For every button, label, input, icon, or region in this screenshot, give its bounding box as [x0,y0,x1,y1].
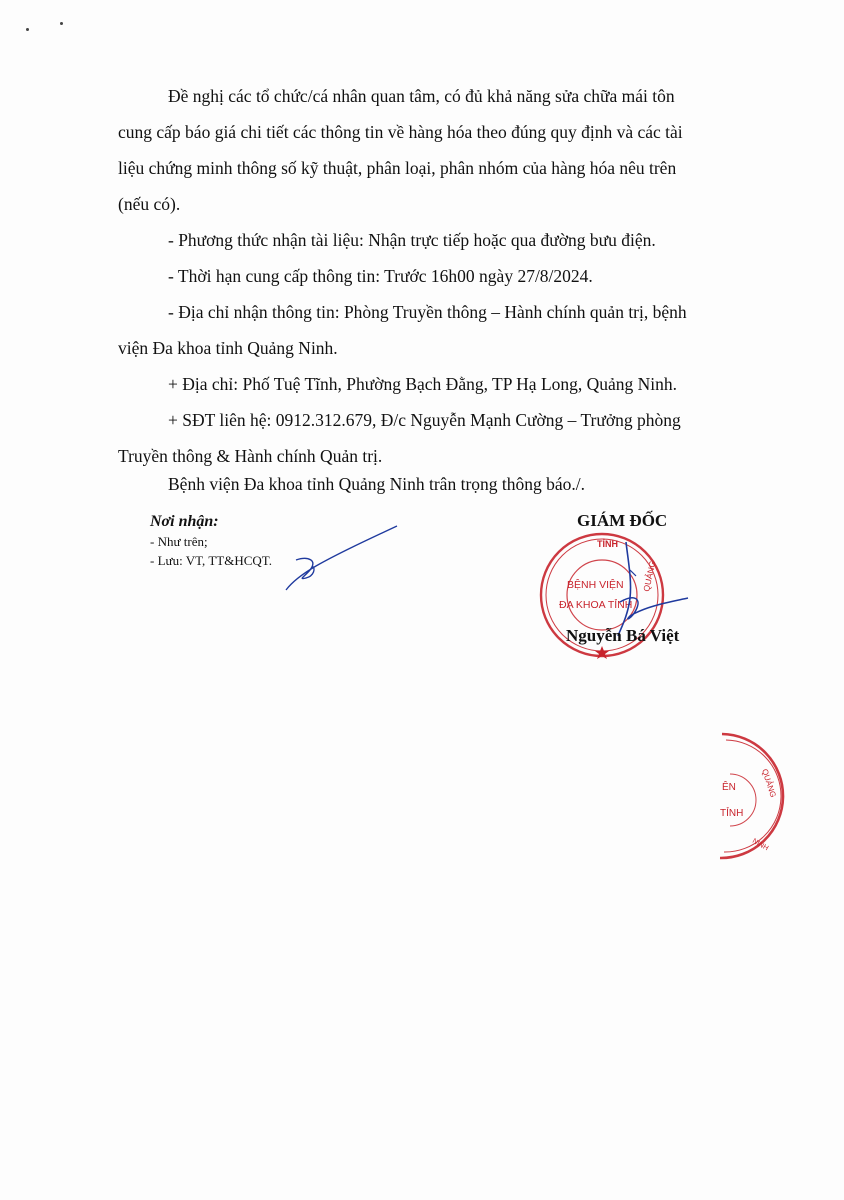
recipient-item: - Như trên; [150,534,208,549]
stamp-center-line2: ĐA KHOA TỈNH [559,599,633,611]
receiving-address [118,294,758,366]
contact-line: + SĐT liên hệ: 0912.312.679, Đ/c Nguyễn Mạnh Cường – Trưởng phòng [168,410,681,430]
stamp-right-text: QUẢNG [641,559,658,593]
side-stamp [700,728,780,868]
side-stamp-arc-text: QUẢNG [760,767,778,799]
method-text: - Phương thức nhận tài liệu: Nhận trực tiếp hoặc qua đường bưu điện. [168,230,656,250]
stamp-top-text: TỈNH [597,539,618,549]
paragraph-line: Đề nghị các tổ chức/cá nhân quan tâm, có đủ khả năng sửa chữa mái tôn [168,86,675,106]
contact-info [118,402,758,474]
side-stamp-bottom-text: NINH [751,837,770,853]
method-line [118,222,758,258]
director-name: Nguyễn Bá Việt [566,626,680,645]
closing-line [118,466,758,502]
receiving-address-line: viện Đa khoa tỉnh Quảng Ninh. [118,338,338,358]
scan-speck [60,22,63,25]
closing-text: Bệnh viện Đa khoa tỉnh Quảng Ninh trân trọng thông báo./. [168,474,586,494]
director-title: GIÁM ĐỐC [577,511,668,530]
stamp-center-line1: BỆNH VIỆN [567,579,624,591]
recipients-block [150,512,272,570]
contact-line: Truyền thông & Hành chính Quản trị. [118,446,383,466]
paragraph-line: cung cấp báo giá chi tiết các thông tin về hàng hóa theo đúng quy định và các tài [118,122,683,142]
receiving-address-line: - Địa chỉ nhận thông tin: Phòng Truyền thông – Hành chính quản trị, bệnh [168,302,687,322]
recipients-title: Nơi nhận: [150,513,219,530]
street-address [118,366,758,402]
request-paragraph [118,78,758,222]
initial-signature [282,522,412,597]
street-address-text: + Địa chỉ: Phố Tuệ Tĩnh, Phường Bạch Đằng, TP Hạ Long, Quảng Ninh. [168,374,678,394]
paragraph-line: liệu chứng minh thông số kỹ thuật, phân loại, phân nhóm của hàng hóa nêu trên [118,158,677,178]
side-stamp-text2: TỈNH [720,808,744,819]
paragraph-line: (nếu có). [118,194,181,214]
deadline-text: - Thời hạn cung cấp thông tin: Trước 16h00 ngày 27/8/2024. [168,266,593,286]
deadline-line [118,258,758,294]
recipient-item: - Lưu: VT, TT&HCQT. [150,553,272,568]
scan-speck [26,28,29,31]
side-stamp-text1: ÊN [722,782,736,793]
